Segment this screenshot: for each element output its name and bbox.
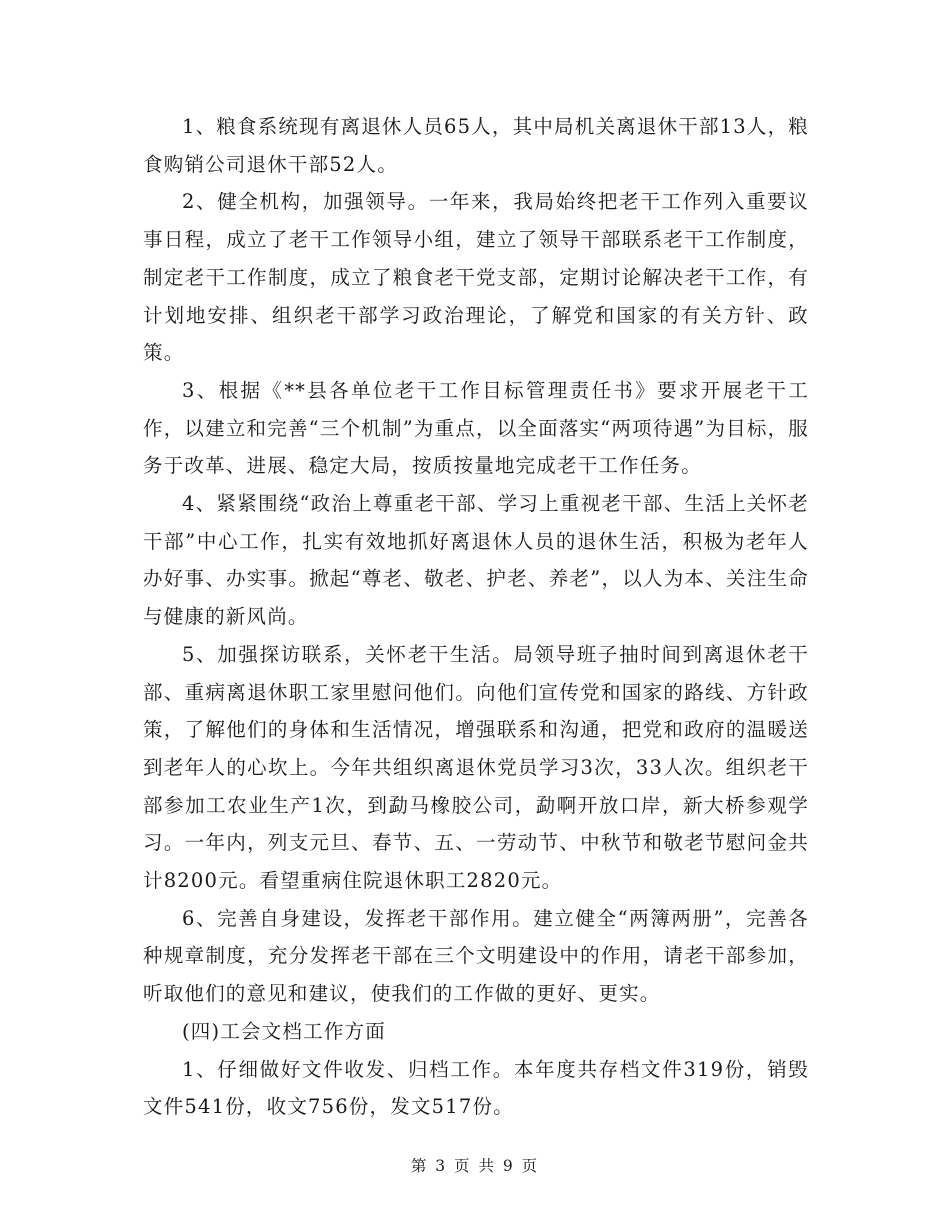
paragraph-5: 5、加强探访联系，关怀老干生活。局领导班子抽时间到离退休老干部、重病离退休职工家里慰问他们。向他们宣传党和国家的路线、方针政策，了解他们的身体和生活情况，增强联系和沟通，把党和政府的温暖送到老年人的心坎上。今年共组织离退休党员学习3次，33人次。组织老干部参加工农业生产1次，到勐马橡胶公司，勐啊开放口岸，新大桥参观学习。一年内，列支元旦、春节、五、一劳动节、中秋节和敬老节慰问金共计8200元。看望重病住院退休职工2820元。 [143, 642, 809, 893]
paragraph-4: 4、紧紧围绕“政治上尊重老干部、学习上重视老干部、生活上关怀老干部”中心工作，扎实有效地抓好离退休人员的退休生活，积极为老年人办好事、办实事。掀起“尊老、敬老、护老、养老”，以人为本、关注生命与健康的新风尚。 [143, 492, 809, 629]
section-heading: (四)工会文档工作方面 [182, 1019, 386, 1043]
paragraph-3: 3、根据《**县各单位老干工作目标管理责任书》要求开展老干工作，以建立和完善“三个机制”为重点，以全面落实“两项待遇”为目标，服务于改革、进展、稳定大局，按质按量地完成老干工作任务。 [143, 378, 809, 478]
paragraph-1: 1、粮食系统现有离退休人员65人，其中局机关离退休干部13人，粮食购销公司退休干部52人。 [143, 115, 809, 176]
paragraph-7: 1、仔细做好文件收发、归档工作。本年度共存档文件319份，销毁文件541份，收文756份，发文517份。 [143, 1057, 809, 1119]
document-body [143, 108, 809, 1126]
paragraph-2: 2、健全机构，加强领导。一年来，我局始终把老干工作列入重要议事日程，成立了老干工作领导小组，建立了领导干部联系老干工作制度，制定老干工作制度，成立了粮食老干党支部，定期讨论解决老干工作，有计划地安排、组织老干部学习政治理论，了解党和国家的有关方针、政策。 [143, 190, 809, 365]
page-number-footer: 第 3 页 共 9 页 [410, 1157, 540, 1175]
paragraph-6: 6、完善自身建设，发挥老干部作用。建立健全“两簿两册”，完善各种规章制度，充分发挥老干部在三个文明建设中的作用，请老干部参加，听取他们的意见和建议，使我们的工作做的更好、更实。 [143, 906, 809, 1006]
